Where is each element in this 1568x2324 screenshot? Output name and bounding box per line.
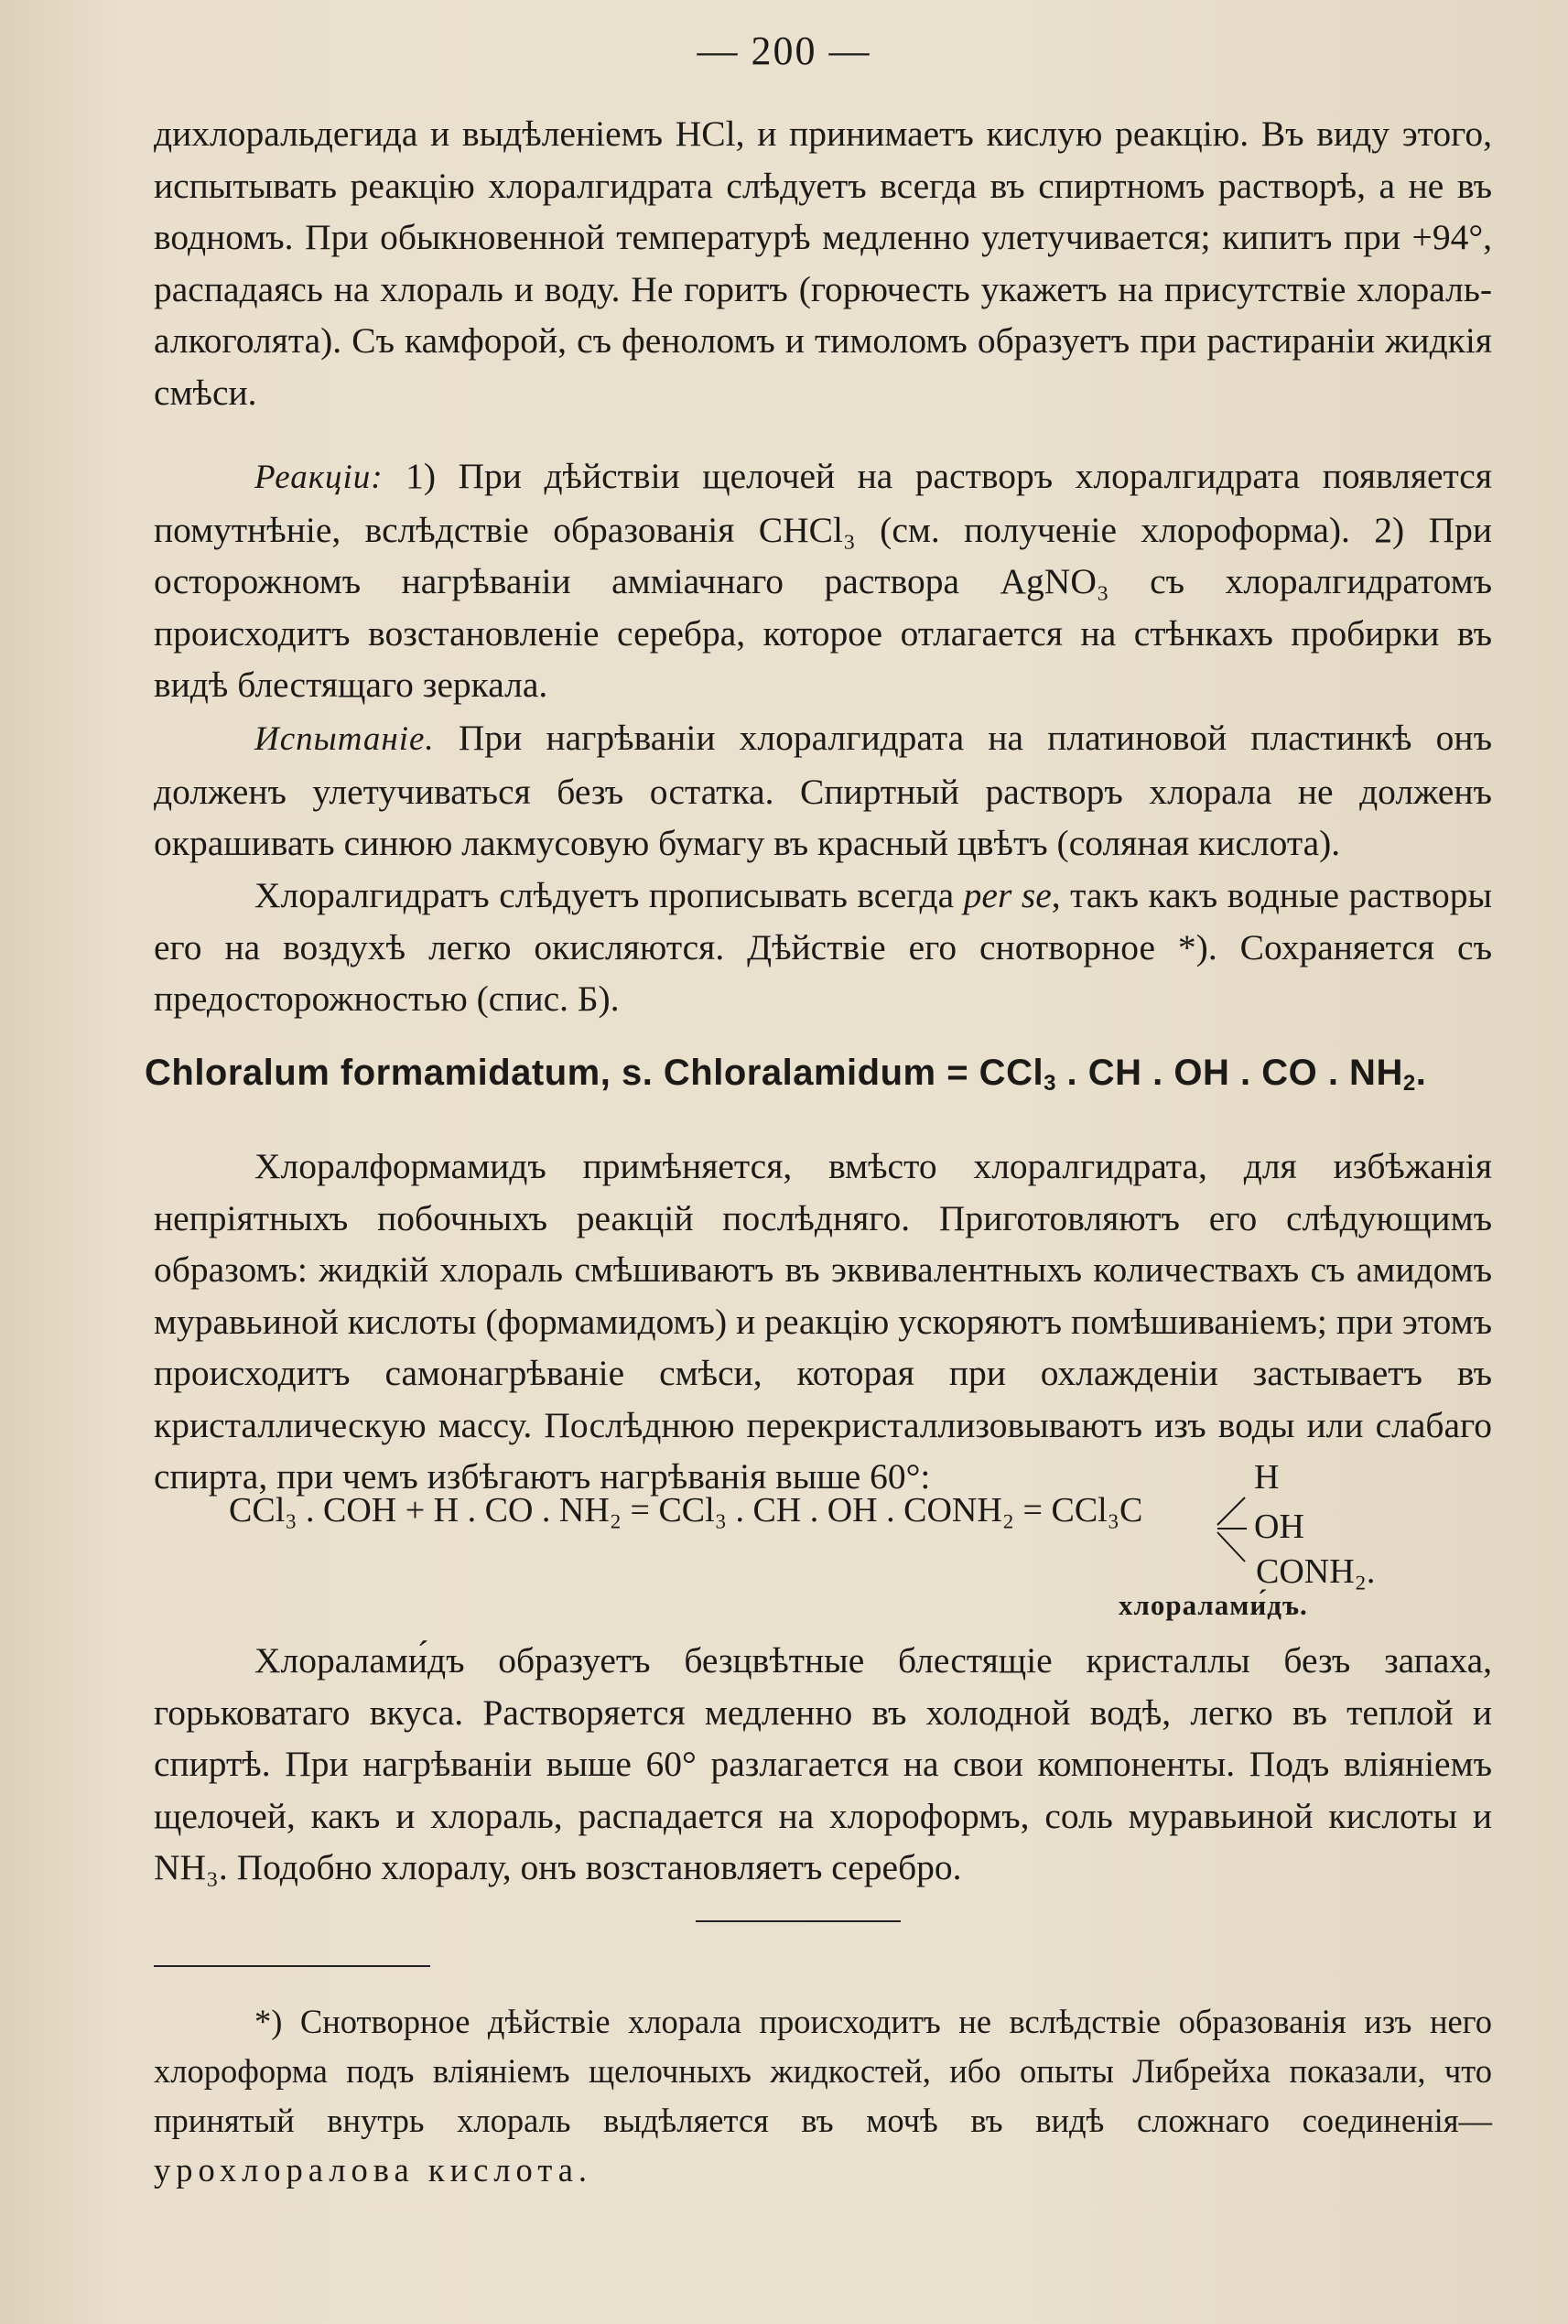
paragraph-testing [154, 712, 1492, 870]
branch-conh2: CONH₂. [1256, 1552, 1376, 1591]
chemical-equation: CCl₃ . COH + H . CO . NH₂ = CCl₃ . CH . OH . CONH₂ = CCl₃C [229, 1491, 1143, 1530]
paragraph-chloral-properties [154, 108, 1492, 418]
footnote-rule [154, 1965, 430, 1967]
prescription-text-b: , такъ какъ водные растворы его на воздухѣ легко окисляются. Дѣйствіе его снотворное *). Сохраняется съ предосторожностью (спис. Б). [154, 875, 1493, 1019]
per-se-italic: per se [963, 875, 1052, 915]
footnote-text: *) Снотворное дѣйствіе хлорала происходитъ не вслѣдствіе образованія изъ него хлороформа подъ вліяніемъ щелочныхъ жидкостей, ибо опыты Либрейха показали, что принятый внутрь хлораль выдѣляется въ мочѣ въ видѣ сложнаго соединенія— [154, 2003, 1492, 2139]
paragraph-chloralamide-properties [154, 1635, 1492, 1894]
branch-h: H [1254, 1458, 1280, 1497]
heading-title: Chloralum formamidatum, s. Chloralamidum [145, 1053, 936, 1093]
prescription-text-a: Хлоралгидратъ слѣдуетъ прописывать всегда [254, 875, 955, 915]
page-number: — 200 — [697, 28, 871, 73]
paragraph-text: Хлоралами́дъ образуетъ безцвѣтные блестящіе кристаллы безъ запаха, горьковатаго вкуса. Растворяется медленно въ холодной водѣ, легко въ теплой и спиртѣ. При нагрѣваніи выше 60° разлагается на свои компоненты. Подъ вліяніемъ щелочей, какъ и хлораль, распадается на хлороформъ, соль муравьиной кислоты и NH₃. Подобно хлоралу, онъ возстановляетъ серебро. [154, 1640, 1492, 1887]
paragraph-text: Хлоралформамидъ примѣняется, вмѣсто хлоралгидрата, для избѣжанія непріятныхъ побочныхъ реакцій послѣдняго. Приготовляютъ его слѣдующимъ образомъ: жидкій хлораль смѣшиваютъ въ эквивалентныхъ количествахъ съ амидомъ муравьиной кислоты (формамидомъ) и реакцію ускоряютъ помѣшиваніемъ; при этомъ происходитъ самонагрѣваніе смѣси, которая при охлажденіи застываетъ въ кристаллическую массу. Послѣднюю перекристаллизовываютъ изъ воды или слабаго спирта, при чемъ избѣгаютъ нагрѣванія выше 60°: [154, 1146, 1492, 1497]
reactions-text: 1) При дѣйствіи щелочей на растворъ хлоралгидрата появляется помутнѣніе, вслѣдствіе образованія CHCl₃ (см. полученіе хлороформа). 2) При осторожномъ нагрѣваніи амміачнаго раствора AgNO₃ съ хлоралгидратомъ происходитъ возстановленіе серебра, которое отлагается на стѣнкахъ пробирки въ видѣ блестящаго зеркала. [154, 456, 1493, 705]
paragraph-chloralformamide [154, 1140, 1492, 1503]
reactions-lead: Реакціи: [254, 459, 384, 496]
footnote-spaced-term: урохлоралова кислота [154, 2151, 579, 2189]
testing-lead: Испытаніе. [254, 720, 435, 758]
paragraph-prescription [154, 870, 1492, 1025]
footnote: *) Снотворное дѣйствіе хлорала происходитъ не вслѣдствіе образованія изъ него хлороформа подъ вліяніемъ щелочныхъ жидкостей, ибо опыты Либрейха показали, что принятый внутрь хлораль выдѣляется въ мочѣ въ видѣ сложнаго соединенія—урохлоралова кислота. [154, 2003, 1492, 2189]
section-divider [696, 1920, 901, 1922]
branch-oh: OH [1254, 1508, 1304, 1546]
equation-branch-lines [1210, 1488, 1252, 1580]
paragraph-reactions [154, 450, 1492, 711]
equation-caption: хлоралами́дъ. [1119, 1589, 1308, 1621]
paragraph-text: дихлоральдегида и выдѣленіемъ HCl, и принимаетъ кислую реакцію. Въ виду этого, испытывать реакцію хлоралгидрата слѣдуетъ всегда въ спиртномъ растворѣ, а не въ водномъ. При обыкновенной температурѣ медленно улетучивается; кипитъ при +94°, распадаясь на хлораль и воду. Не горитъ (горючесть укажетъ на присутствіе хлораль-алкоголята). Съ камфорой, съ феноломъ и тимоломъ образуетъ при растираніи жидкія смѣси. [154, 113, 1492, 413]
testing-text: При нагрѣваніи хлоралгидрата на платиновой пластинкѣ онъ долженъ улетучиваться безъ остатка. Спиртный растворъ хлорала не долженъ окрашивать синюю лакмусовую бумагу въ красный цвѣтъ (соляная кислота). [154, 718, 1492, 863]
section-heading-chloralamidum: Chloralum formamidatum, s. Chloralamidum = CCl$_3$ . CH . OH . CO . $NH_2$. [145, 1053, 1427, 1096]
